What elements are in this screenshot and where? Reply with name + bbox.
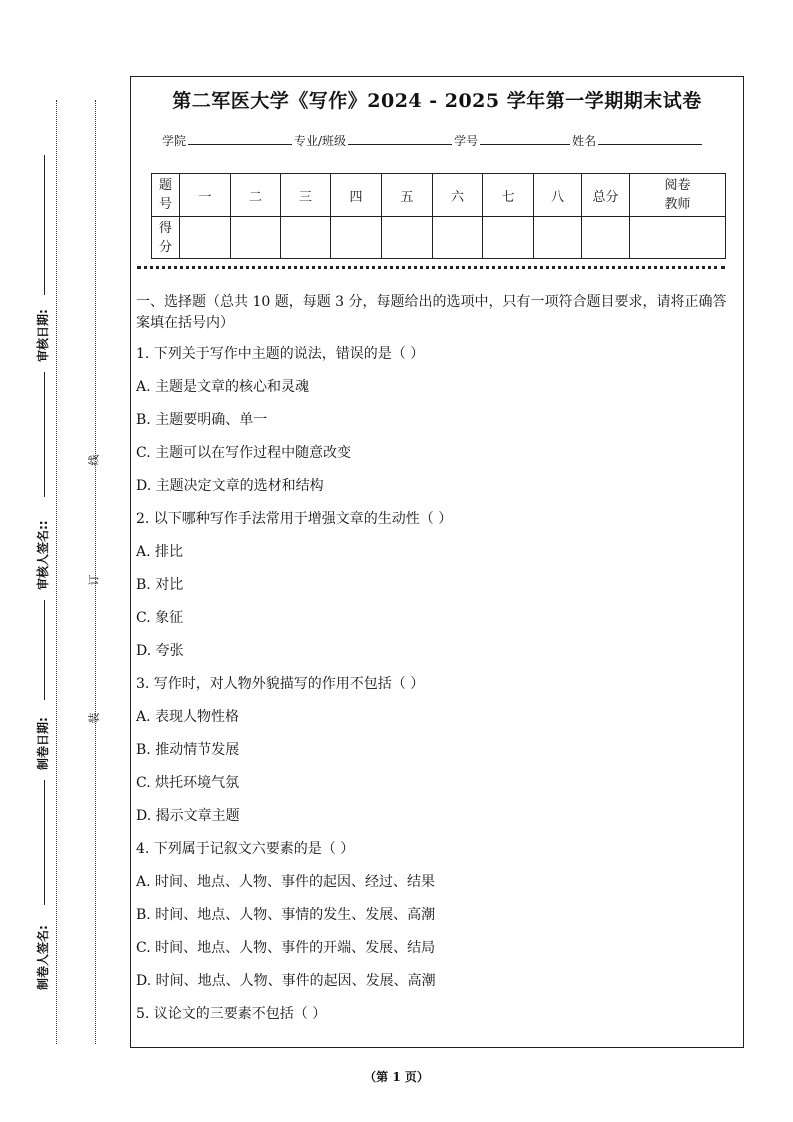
option-line: D. 夸张 xyxy=(136,643,184,659)
option-line: B. 时间、地点、人物、事情的发生、发展、高潮 xyxy=(136,907,436,923)
option-line: B. 主题要明确、单一 xyxy=(136,412,268,428)
score-header-cell: 七 xyxy=(483,174,534,217)
score-table xyxy=(151,173,726,259)
bind-line-char: 线 xyxy=(87,454,101,466)
question-section xyxy=(136,292,736,1037)
college-field[interactable] xyxy=(188,132,292,145)
score-cell[interactable] xyxy=(231,217,281,259)
option-line: C. 时间、地点、人物、事件的开端、发展、结局 xyxy=(136,940,436,956)
score-header-cell: 二 xyxy=(231,174,281,217)
score-header-cell: 题 号 xyxy=(152,174,180,217)
student-id-field[interactable] xyxy=(480,132,570,145)
question-line: 2. 以下哪种写作手法常用于增强文章的生动性（ ） xyxy=(136,511,453,527)
score-cell[interactable] xyxy=(180,217,231,259)
option-line: A. 排比 xyxy=(136,544,184,560)
option-line: C. 烘托环境气氛 xyxy=(136,775,240,791)
option-line: D. 揭示文章主题 xyxy=(136,808,240,824)
make-date-label: 制卷日期: xyxy=(36,717,50,770)
score-header-cell: 四 xyxy=(331,174,382,217)
option-line: B. 推动情节发展 xyxy=(136,742,240,758)
bind-zhuang-char: 装 xyxy=(87,712,101,724)
option-line: C. 主题可以在写作过程中随意改变 xyxy=(136,445,352,461)
exam-title: 第二军医大学《写作》2024 - 2025 学年第一学期期末试卷 xyxy=(172,90,702,112)
question-line: 3. 写作时，对人物外貌描写的作用不包括（ ） xyxy=(136,676,425,692)
signature-line xyxy=(44,372,45,497)
option-line: A. 主题是文章的核心和灵魂 xyxy=(136,379,310,395)
score-cell[interactable] xyxy=(534,217,582,259)
student-info xyxy=(162,132,704,149)
score-header-cell: 五 xyxy=(382,174,433,217)
signature-line xyxy=(44,780,45,905)
student-id-label: 学号 xyxy=(454,134,479,148)
signature-line xyxy=(44,600,45,700)
section-divider xyxy=(137,266,725,269)
score-header-cell: 总分 xyxy=(582,174,630,217)
option-line: C. 象征 xyxy=(136,610,184,626)
maker-sign-label: 制卷人签名: xyxy=(36,925,50,990)
option-line: D. 时间、地点、人物、事件的起因、发展、高潮 xyxy=(136,973,436,989)
bind-ding-char: 订 xyxy=(87,574,101,586)
option-line: A. 表现人物性格 xyxy=(136,709,240,725)
question-line: 5. 议论文的三要素不包括（ ） xyxy=(136,1006,327,1022)
score-cell[interactable] xyxy=(382,217,433,259)
score-header-cell: 八 xyxy=(534,174,582,217)
section-intro: 一、选择题（总共 10 题，每题 3 分，每题给出的选项中，只有一项符合题目要求，请将正确答案填在括号内） xyxy=(136,294,727,331)
score-cell[interactable] xyxy=(331,217,382,259)
score-header-cell: 一 xyxy=(180,174,231,217)
score-cell[interactable] xyxy=(582,217,630,259)
question-line: 1. 下列关于写作中主题的说法，错误的是（ ） xyxy=(136,346,425,362)
option-line: A. 时间、地点、人物、事件的起因、经过、结果 xyxy=(136,874,436,890)
page-number: （第 1 页） xyxy=(364,1070,429,1084)
score-cell[interactable] xyxy=(483,217,534,259)
score-row-label: 得 分 xyxy=(152,217,180,259)
question-line: 4. 下列属于记叙文六要素的是（ ） xyxy=(136,841,355,857)
signature-line xyxy=(44,155,45,295)
score-header-row xyxy=(152,174,726,217)
option-line: D. 主题决定文章的选材和结构 xyxy=(136,478,324,494)
name-label: 姓名 xyxy=(572,134,597,148)
score-value-row xyxy=(152,217,726,259)
score-header-cell: 三 xyxy=(281,174,331,217)
reviewer-sign-label: 审核人签名:: xyxy=(36,520,50,590)
name-field[interactable] xyxy=(598,132,702,145)
option-line: B. 对比 xyxy=(136,577,184,593)
score-cell[interactable] xyxy=(630,217,726,259)
binding-dotted-line-outer xyxy=(56,100,57,1044)
review-date-label: 审核日期: xyxy=(36,309,50,362)
score-header-cell: 阅卷 教师 xyxy=(630,174,726,217)
binding-dotted-line-inner xyxy=(95,100,96,1044)
major-label: 专业/班级 xyxy=(294,134,347,148)
score-header-cell: 六 xyxy=(433,174,483,217)
major-field[interactable] xyxy=(348,132,452,145)
college-label: 学院 xyxy=(162,134,187,148)
score-cell[interactable] xyxy=(281,217,331,259)
score-cell[interactable] xyxy=(433,217,483,259)
